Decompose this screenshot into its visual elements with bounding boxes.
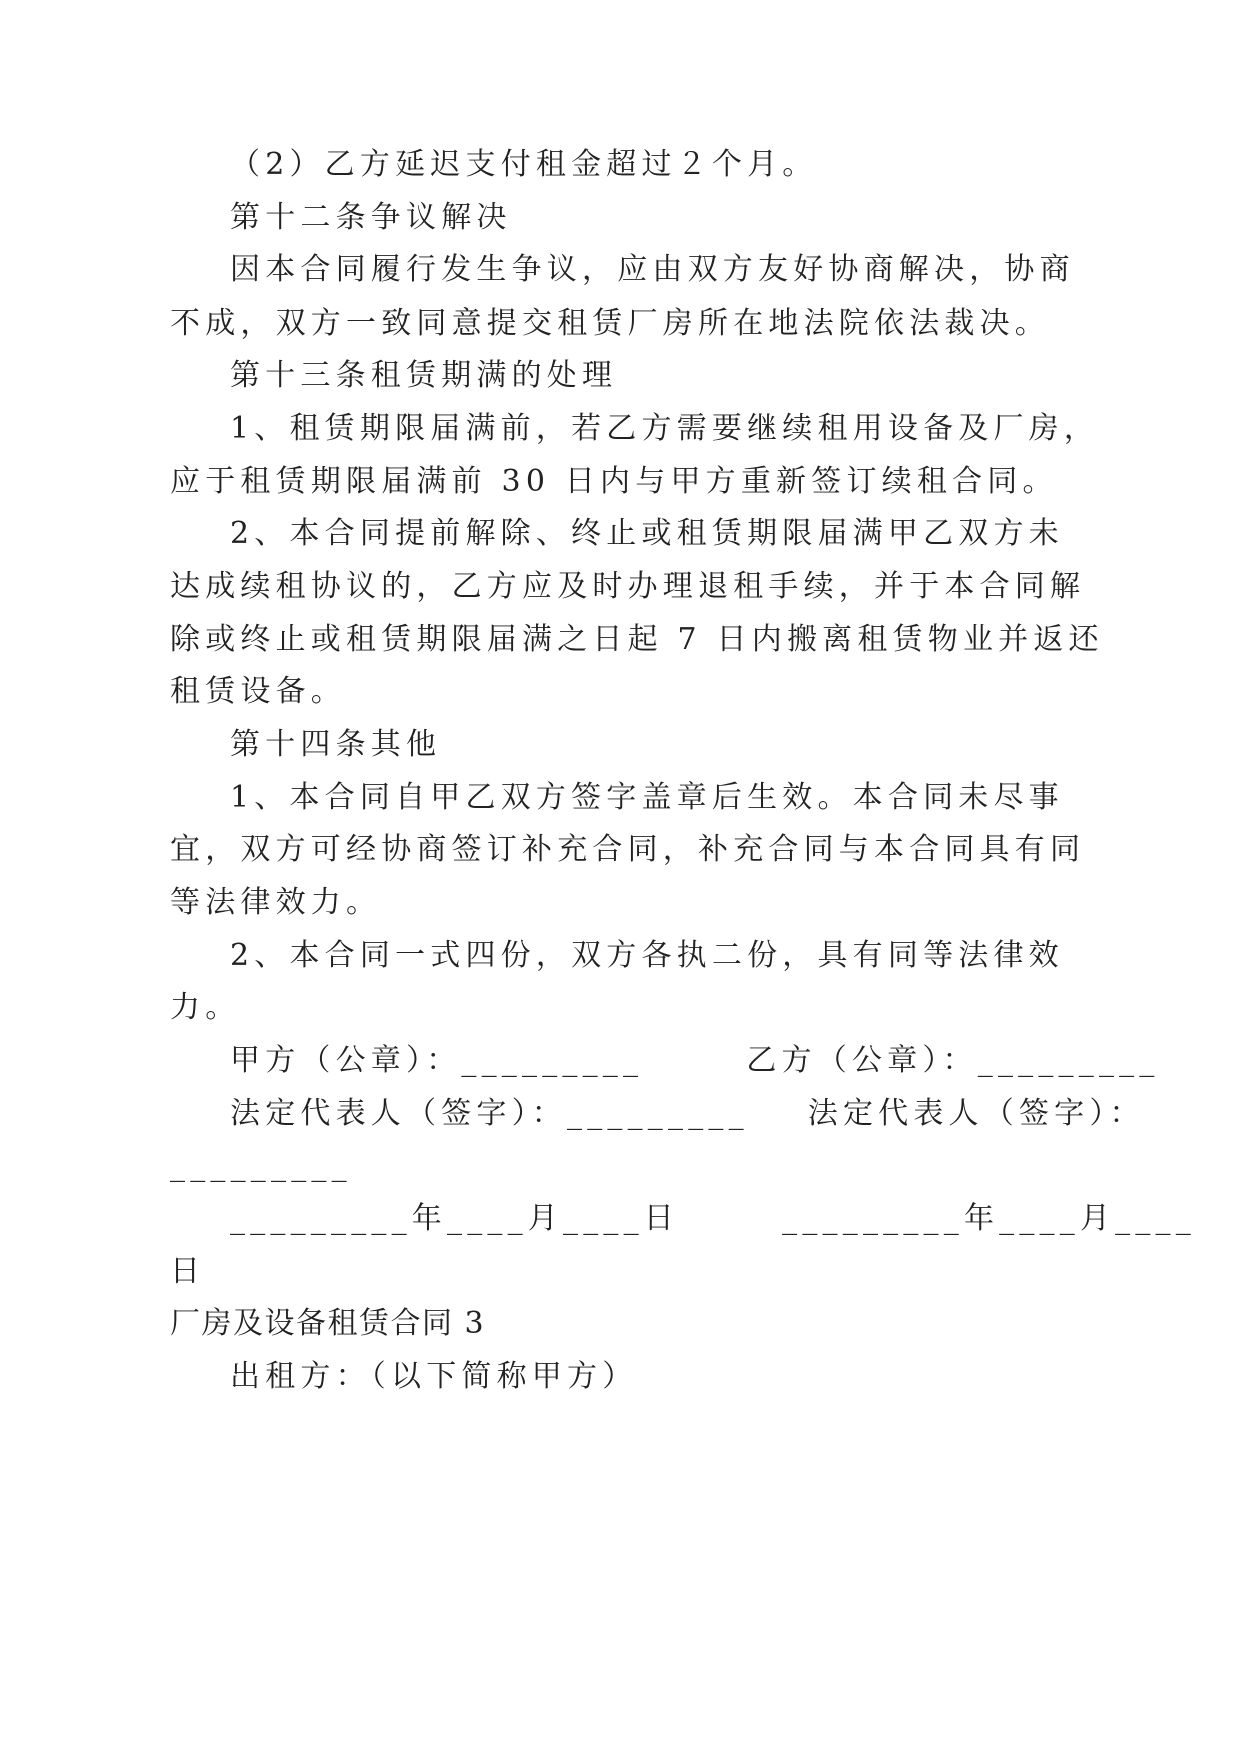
text-line: （2）乙方延迟支付租金超过２个月。 bbox=[230, 147, 818, 182]
text-line: 等法律效力。 bbox=[170, 885, 382, 920]
date-line: 日 bbox=[170, 1254, 206, 1289]
section-heading: 第十三条租赁期满的处理 bbox=[230, 358, 618, 393]
signature-line: _________ bbox=[170, 1148, 352, 1183]
section-heading: 第十二条争议解决 bbox=[230, 200, 512, 235]
text-line: 2、本合同提前解除、终止或租赁期限届满甲乙双方未 bbox=[230, 516, 1064, 551]
text-line: 租赁设备。 bbox=[170, 674, 346, 709]
text-line: 除或终止或租赁期限届满之日起 7 日内搬离租赁物业并返还 bbox=[170, 622, 1104, 657]
text-line: 不成，双方一致同意提交租赁厂房所在地法院依法裁决。 bbox=[170, 306, 1050, 341]
text-line: 1、本合同自甲乙双方签字盖章后生效。本合同未尽事 bbox=[230, 780, 1064, 815]
date-line: _________年____月____日 _________年____月____ bbox=[230, 1201, 1196, 1236]
text-line: 1、租赁期限届满前，若乙方需要继续租用设备及厂房， bbox=[230, 411, 1100, 446]
text-line: 力。 bbox=[170, 990, 241, 1025]
text-line: 宜，双方可经协商签订补充合同，补充合同与本合同具有同 bbox=[170, 832, 1086, 867]
signature-line: 甲方（公章）：_________ 乙方（公章）：_________ bbox=[230, 1043, 1160, 1078]
document-title: 厂房及设备租赁合同 3 bbox=[170, 1306, 486, 1341]
text-line: 因本合同履行发生争议，应由双方友好协商解决，协商 bbox=[230, 252, 1075, 287]
text-line: 2、本合同一式四份，双方各执二份，具有同等法律效 bbox=[230, 938, 1064, 973]
text-line: 出租方：（以下简称甲方） bbox=[230, 1359, 638, 1394]
section-heading: 第十四条其他 bbox=[230, 727, 442, 762]
text-line: 达成续租协议的，乙方应及时办理退租手续，并于本合同解 bbox=[170, 569, 1086, 604]
signature-line: 法定代表人（签字）：_________ 法定代表人（签字）： bbox=[230, 1096, 1145, 1131]
text-line: 应于租赁期限届满前 30 日内与甲方重新签订续租合同。 bbox=[170, 464, 1058, 499]
